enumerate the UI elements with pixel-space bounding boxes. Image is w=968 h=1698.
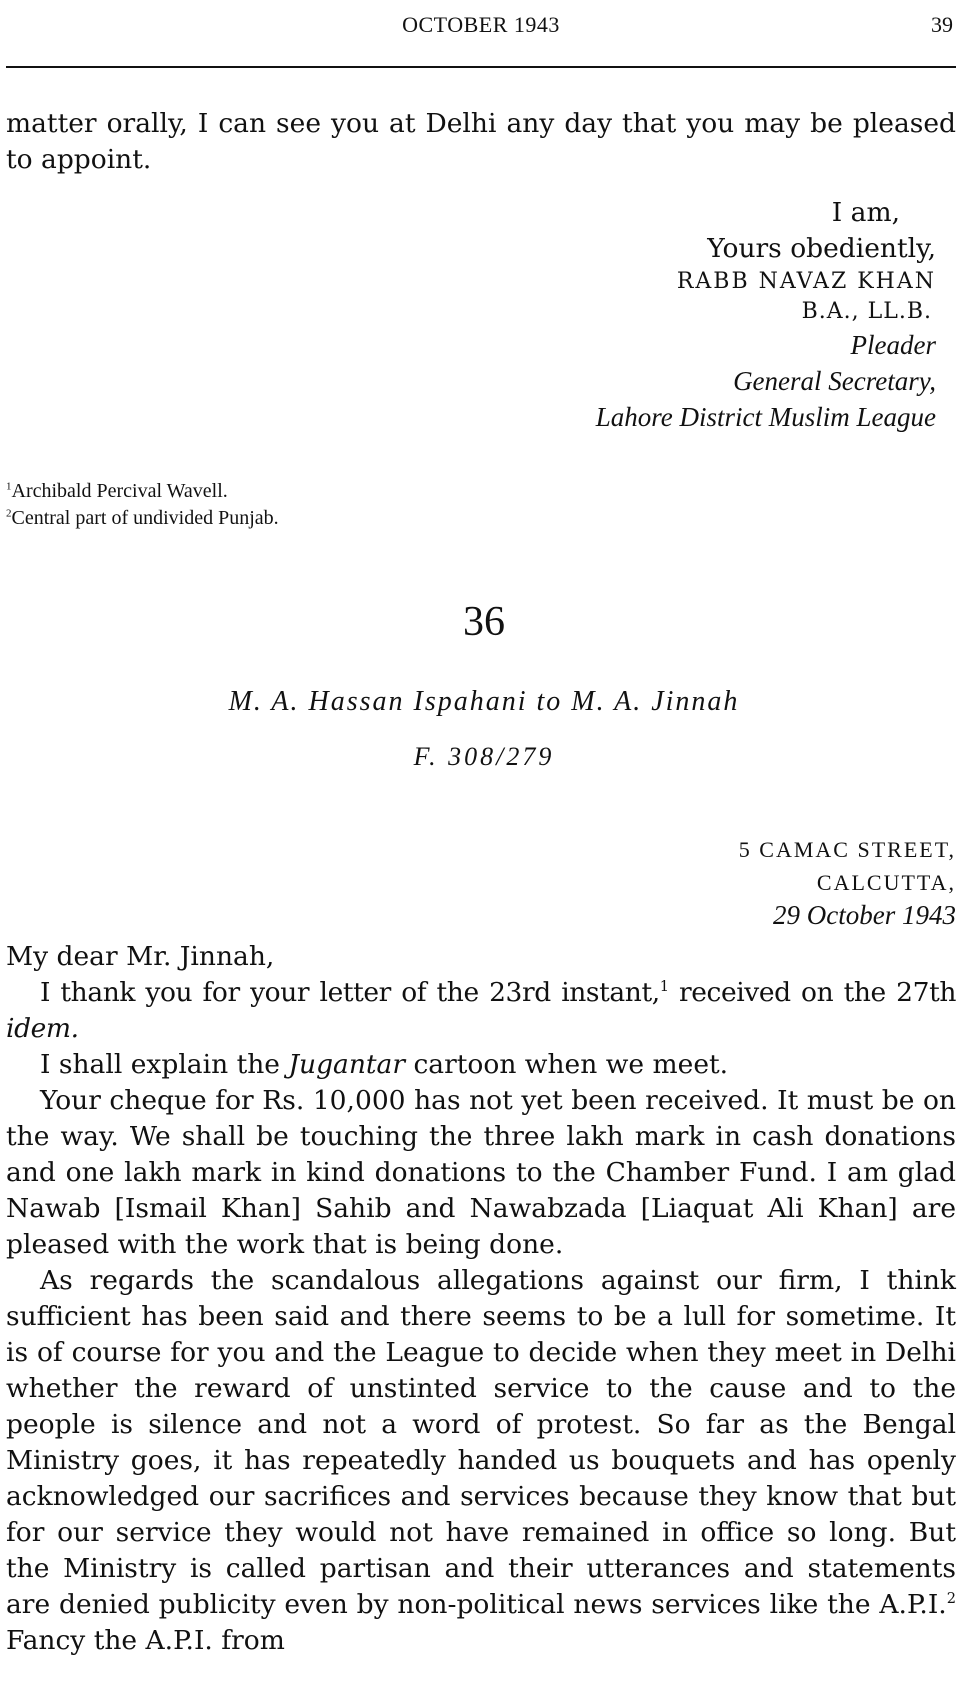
signature-block [596, 195, 936, 435]
running-header [6, 12, 956, 46]
closing-paragraph: matter orally, I can see you at Delhi any day that you may be pleased to appoint. [6, 108, 956, 175]
footnotes [6, 478, 279, 532]
letter-date: 29 October 1943 [773, 900, 956, 930]
address-city: CALCUTTA, [816, 870, 956, 895]
address-street: 5 CAMAC STREET, [738, 837, 956, 862]
signoff-line-iam: I am, [831, 197, 900, 228]
paragraph-2: I shall explain the Jugantar cartoon when we meet. [40, 1049, 729, 1080]
previous-letter-closing [6, 106, 956, 178]
signatory-title-league: Lahore District Muslim League [595, 402, 936, 432]
footnote-1: $^1$Archibald Percival Wavell. [6, 480, 228, 502]
file-reference: F. 308/279 [413, 742, 555, 771]
header-rule [6, 66, 956, 68]
salutation: My dear Mr. Jinnah, [6, 941, 275, 972]
running-title: OCTOBER 1943 [402, 12, 560, 37]
signatory-name: RABB NAVAZ KHAN [676, 269, 936, 294]
footnote-2: $^2$Central part of undivided Punjab. [6, 507, 279, 529]
footnote-ref-1: 1 [659, 978, 669, 996]
sender-address [739, 833, 956, 932]
document-title: M. A. Hassan Ispahani to M. A. Jinnah [228, 686, 740, 717]
footnote-ref-2: 2 [946, 1590, 956, 1608]
signatory-title-pleader: Pleader [850, 330, 936, 360]
signatory-title-secretary: General Secretary, [733, 366, 936, 396]
page-number: 39 [931, 12, 953, 37]
paragraph-3: Your cheque for Rs. 10,000 has not yet been received. It must be on the way. We shall be touching the three lakh mark in cash donations and one lakh mark in kind donations to the Chamber Fund. I am glad Nawab [Ismail Khan] Sahib and Nawabzada [Liaquat Ali Khan] are pleased with the work that is being done. [6, 1085, 956, 1260]
paragraph-4: As regards the scandalous allegations against our firm, I think sufficient has been said and there seems to be a lull for sometime. It is of course for you and the League to decide when they meet in Delhi whether the reward of unstinted service to the cause and to the people is silence and not a word of protest. So far as the Bengal Ministry goes, it has repeatedly handed us bouquets and has openly acknowledged our sacrifices and services because they know that but for our service they would not have remained in office so long. But the Ministry is called partisan and their utterances and statements are denied publicity even by non-political news services like the A.P.I.$^2$ Fancy the A.P.I. from [6, 1265, 956, 1656]
letter-body [6, 939, 956, 1659]
signoff-line-yours: Yours obediently, [707, 233, 936, 264]
signatory-degree: B.A., LL.B. [801, 299, 932, 324]
paragraph-1: I thank you for your letter of the 23rd instant,$^1$ received on the 27th idem. [6, 977, 957, 1044]
document-number: 36 [463, 599, 505, 645]
